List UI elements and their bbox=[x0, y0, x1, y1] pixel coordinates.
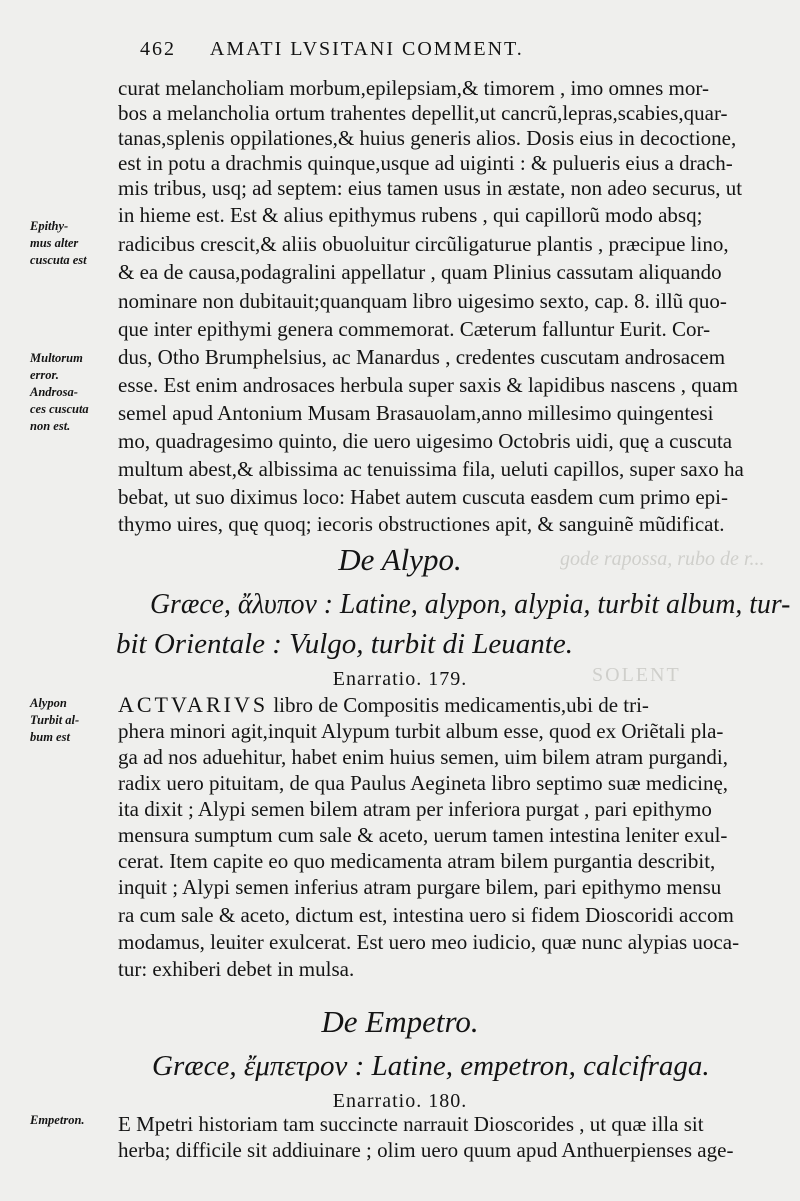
enarratio-label: Enarratio. 179. bbox=[332, 668, 468, 690]
text-line: in hieme est. Est & alius epithymus rubens , qui capillorũ modo absq; bbox=[118, 203, 703, 227]
margin-note-line: Turbit al- bbox=[30, 713, 80, 727]
text-line: & ea de causa,podagralini appellatur , quam Plinius cassutam aliquando bbox=[118, 260, 722, 284]
margin-note-line: ces cuscuta bbox=[30, 402, 89, 416]
margin-note-line: bum est bbox=[30, 730, 70, 744]
margin-note-alypon bbox=[30, 695, 116, 746]
margin-note-line: non est. bbox=[30, 419, 71, 433]
bleed-through-fragment: gode rapossa, rubo de r... bbox=[560, 548, 765, 570]
text-line: inquit ; Alypi semen inferius atram purgare bilem, pari epithymo mensu bbox=[118, 875, 722, 899]
text-line bbox=[118, 693, 649, 717]
text-line: mensura sumptum cum sale & aceto, uerum tamen intestina leniter exul- bbox=[118, 823, 728, 847]
enarratio-label: Enarratio. 180. bbox=[332, 1090, 468, 1112]
text-line: cerat. Item capite eo quo medicamenta atram bilem purgantia describit, bbox=[118, 849, 716, 873]
text-line: multum abest,& albissima ac tenuissima fila, ueluti capillos, super saxo ha bbox=[118, 457, 744, 481]
synonyms-line: Græce, ἄλυπον : Latine, alypon, alypia, turbit album, tur- bbox=[150, 588, 791, 620]
margin-note-line: error. bbox=[30, 368, 59, 382]
text-line: radicibus crescit,& aliis obuoluitur circũligaturue plantis , præcipue lino, bbox=[118, 232, 729, 256]
text-line: radix uero pituitam, de qua Paulus Aegineta libro septimo suæ medicinę, bbox=[118, 771, 729, 795]
text-line: dus, Otho Brumphelsius, ac Manardus , credentes cuscutam androsacem bbox=[118, 345, 726, 369]
bleed-through-text: SOLENT bbox=[592, 664, 681, 686]
running-title: AMATI LVSITANI COMMENT. bbox=[209, 38, 524, 60]
running-header bbox=[140, 38, 524, 61]
text-line-rest: libro de Compositis medicamentis,ubi de tri- bbox=[268, 693, 649, 717]
text-line: semel apud Antonium Musam Brasauolam,anno millesimo quingentesi bbox=[118, 401, 714, 425]
margin-note-line: Epithy- bbox=[30, 219, 69, 233]
synonyms-line: bit Orientale : Vulgo, turbit di Leuante. bbox=[116, 628, 573, 660]
text-line: herba; difficile sit addiuinare ; olim uero quum apud Anthuerpienses age- bbox=[118, 1138, 734, 1162]
section-heading-empetro: De Empetro. bbox=[321, 1004, 479, 1039]
text-line: ita dixit ; Alypi semen bilem atram per inferiora purgat , pari epithymo bbox=[118, 797, 712, 821]
text-line: esse. Est enim androsaces herbula super saxis & lapidibus nascens , quam bbox=[118, 373, 738, 397]
text-line: bebat, ut suo diximus loco: Habet autem cuscuta easdem cum primo epi- bbox=[118, 485, 729, 509]
margin-note-empetron bbox=[30, 1112, 116, 1129]
text-line: est in potu a drachmis quinque,usque ad uiginti : & pulueris eius a drach- bbox=[118, 151, 733, 175]
page-number: 462 bbox=[140, 38, 176, 60]
margin-note-epithymus bbox=[30, 218, 116, 269]
text-line: modamus, leuiter exulcerat. Est uero meo iudicio, quæ nunc alypias uoca- bbox=[118, 930, 740, 954]
text-line: phera minori agit,inquit Alypum turbit album esse, quod ex Oriẽtali pla- bbox=[118, 719, 724, 743]
margin-note-line: cuscuta est bbox=[30, 253, 87, 267]
margin-note-multorum bbox=[30, 350, 116, 435]
text-line: que inter epithymi genera commemorat. Cæterum falluntur Eurit. Cor- bbox=[118, 317, 711, 341]
margin-note-line: Multorum bbox=[30, 351, 83, 365]
text-line: E Mpetri historiam tam succincte narrauit Dioscorides , ut quæ illa sit bbox=[118, 1112, 704, 1136]
section-heading-alypo: De Alypo. bbox=[338, 542, 462, 577]
text-line: thymo uires, quę quoq; iecoris obstructiones apit, & sanguinẽ mũdificat. bbox=[118, 512, 725, 536]
lead-word: ACTVARIVS bbox=[118, 692, 269, 717]
margin-note-line: mus alter bbox=[30, 236, 79, 250]
text-line: nominare non dubitauit;quanquam libro uigesimo sexto, cap. 8. illũ quo- bbox=[118, 289, 727, 313]
text-line: mis tribus, usq; ad septem: eius tamen usus in æstate, non adeo securus, ut bbox=[118, 176, 743, 200]
text-line: mo, quadragesimo quinto, die uero uigesimo Octobris uidi, quę a cuscuta bbox=[118, 429, 733, 453]
text-line: tanas,splenis oppilationes,& huius generis alios. Dosis eius in decoctione, bbox=[118, 126, 737, 150]
text-line: bos a melancholia ortum trahentes depellit,ut cancrũ,lepras,scabies,quar- bbox=[118, 101, 728, 125]
margin-note-line: Alypon bbox=[30, 696, 67, 710]
margin-note-line: Androsa- bbox=[30, 385, 78, 399]
text-line: ga ad nos aduehitur, habet enim huius semen, uim bilem atram purgandi, bbox=[118, 745, 728, 769]
synonyms-line: Græce, ἔμπετρον : Latine, empetron, calcifraga. bbox=[152, 1050, 710, 1082]
text-line: tur: exhiberi debet in mulsa. bbox=[118, 957, 355, 981]
margin-note-line: Empetron. bbox=[30, 1113, 85, 1127]
text-line: ra cum sale & aceto, dictum est, intestina uero si fidem Dioscoridi accom bbox=[118, 903, 734, 927]
text-line: curat melancholiam morbum,epilepsiam,& timorem , imo omnes mor- bbox=[118, 76, 709, 100]
